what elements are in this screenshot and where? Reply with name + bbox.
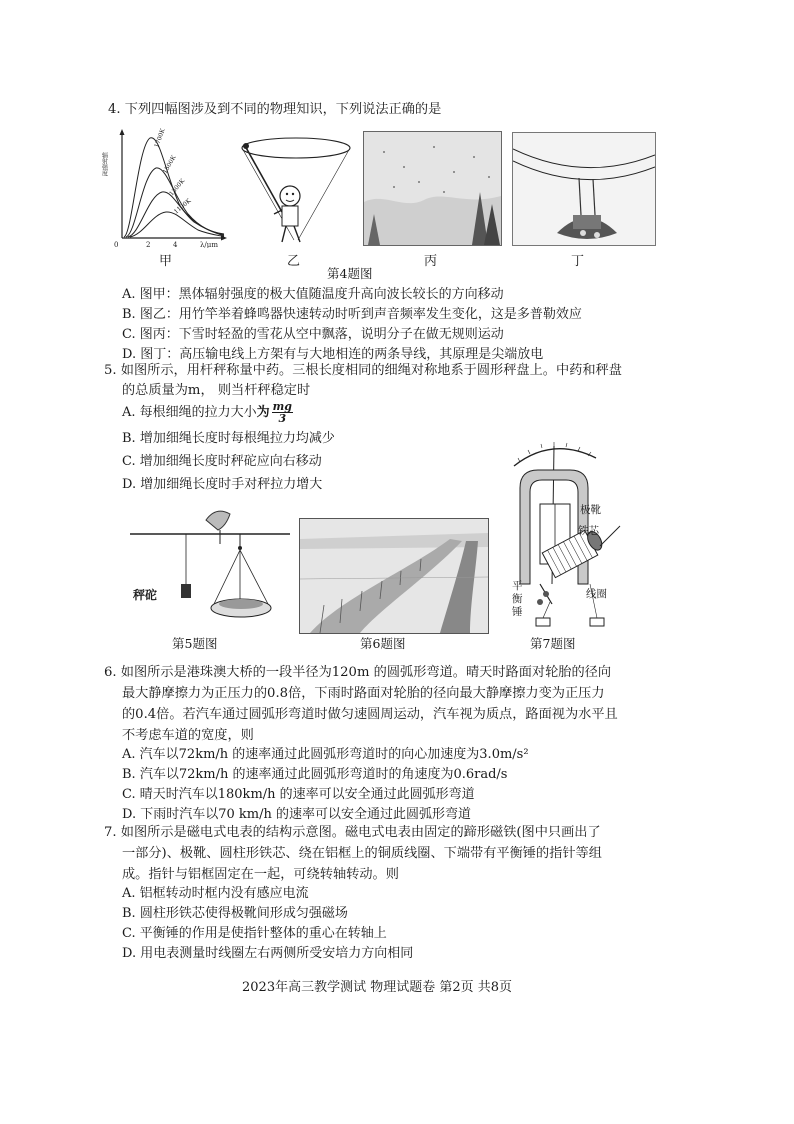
figure-bridge-curve <box>299 518 489 634</box>
q5-option-a-word: 为 <box>256 405 270 420</box>
curve-label: 1500K <box>161 154 178 175</box>
q6-stem-line4: 不考虑车道的宽度，则 <box>122 728 254 743</box>
figure-steelyard <box>130 500 290 632</box>
fig-label-ding: 丁 <box>571 254 585 269</box>
q4-option-d: D. 图丁：高压输电线上方架有与大地相连的两条导线，其原理是尖端放电 <box>122 347 544 362</box>
fig-label-yi: 乙 <box>287 254 301 269</box>
label-iron-core: 铁芯 <box>578 525 599 537</box>
figure-snow-scene <box>363 131 502 246</box>
q5-option-c: C. 增加细绳长度时秤砣应向右移动 <box>122 454 322 469</box>
q5-option-a <box>122 401 293 424</box>
q7-option-b: B. 圆柱形铁芯使得极靴间形成匀强磁场 <box>122 906 348 921</box>
curve-label: 1300K <box>168 177 187 198</box>
q5-stem-line2: 的总质量为m， 则当杆秤稳定时 <box>122 383 311 398</box>
label-counterweight: 平 衡 锤 <box>512 580 523 618</box>
graph-xlabel: λ/μm <box>200 241 218 248</box>
q5-option-b: B. 增加细绳长度时每根绳拉力均减少 <box>122 431 335 446</box>
q6-option-c: C. 晴天时汽车以180km/h 的速率可以安全通过此圆弧形弯道 <box>122 787 475 802</box>
figure-blackbody-graph <box>100 126 230 248</box>
q6-option-d: D. 下雨时汽车以70 km/h 的速率可以安全通过此圆弧形弯道 <box>122 807 471 822</box>
q4-option-b: B. 图乙：用竹竿举着蜂鸣器快速转动时听到声音频率发生变化，这是多普勒效应 <box>122 307 582 322</box>
q6-option-a: A. 汽车以72km/h 的速率通过此圆弧形弯道时的向心加速度为3.0m/s² <box>122 747 529 762</box>
q7-option-c: C. 平衡锤的作用是使指针整体的重心在转轴上 <box>122 926 387 941</box>
q7-stem-line2: 一部分)、极靴、圆柱形铁芯、绕在铝框上的铜质线圈、下端带有平衡锤的指针等组 <box>122 846 602 861</box>
q4-caption: 第4题图 <box>327 266 373 281</box>
q6-caption: 第6题图 <box>360 636 406 651</box>
graph-tick: 4 <box>173 241 178 248</box>
q5-caption: 第5题图 <box>172 636 218 651</box>
q7-option-d: D. 用电表测量时线圈左右两侧所受安培力方向相同 <box>122 946 414 961</box>
q4-option-c: C. 图丙：下雪时轻盈的雪花从空中飘落，说明分子在做无规则运动 <box>122 327 504 342</box>
q6-stem-line2: 最大静摩擦力为正压力的0.8倍，下雨时路面对轮胎的径向最大静摩擦力变为正压力 <box>122 686 605 701</box>
q6-option-b: B. 汽车以72km/h 的速率通过此圆弧形弯道时的角速度为0.6rad/s <box>122 767 508 782</box>
fraction-denominator: 3 <box>278 412 287 425</box>
page-footer: 2023年高三教学测试 物理试题卷 第2页 共8页 <box>242 980 513 995</box>
curve-label: 1100K <box>172 197 193 216</box>
q7-stem-line3: 成。指针与铝框固定在一起，可绕转轴转动。则 <box>122 867 399 882</box>
fraction-numerator: mg <box>272 400 293 413</box>
q4-option-a: A. 图甲：黑体辐射强度的极大值随温度升高向波长较长的方向移动 <box>122 287 504 302</box>
label-coil: 线圈 <box>586 588 607 600</box>
q7-fig-caption: 第7题图 <box>530 636 576 651</box>
label-pole-shoe: 极靴 <box>580 504 601 516</box>
weight-label: 秤砣 <box>133 588 158 602</box>
q6-stem-line3: 的0.4倍。若汽车通过圆弧形弯道时做匀速圆周运动，汽车视为质点，路面视为水平且 <box>122 707 618 722</box>
q5-option-d: D. 增加细绳长度时手对秤拉力增大 <box>122 477 323 492</box>
q6-stem-line1: 6. 如图所示是港珠澳大桥的一段半径为120m 的圆弧形弯道。晴天时路面对轮胎的径向 <box>104 665 612 680</box>
figure-doppler-pole <box>234 130 352 248</box>
curve-label: 1700K <box>153 127 167 149</box>
q5-stem-line1: 5. 如图所示，用杆秤称量中药。三根长度相同的细绳对称地系于圆形秤盘上。中药和秤盘 <box>104 363 622 378</box>
fig-label-jia: 甲 <box>159 254 173 269</box>
graph-tick: 2 <box>146 241 151 248</box>
fig-label-bing: 丙 <box>424 254 438 269</box>
q5-option-a-text: A. 每根细绳的拉力大小 <box>122 405 257 420</box>
q7-stem-line1: 7. 如图所示是磁电式电表的结构示意图。磁电式电表由固定的蹄形磁铁(图中只画出了 <box>104 825 601 840</box>
graph-origin: 0 <box>114 241 119 248</box>
graph-ylabel: 辐射强度 <box>100 152 108 176</box>
q4-stem: 4. 下列四幅图涉及到不同的物理知识，下列说法正确的是 <box>108 102 442 117</box>
fraction-mg-3 <box>272 401 293 424</box>
q7-option-a: A. 铝框转动时框内没有感应电流 <box>122 886 309 901</box>
figure-power-lines <box>512 132 656 246</box>
